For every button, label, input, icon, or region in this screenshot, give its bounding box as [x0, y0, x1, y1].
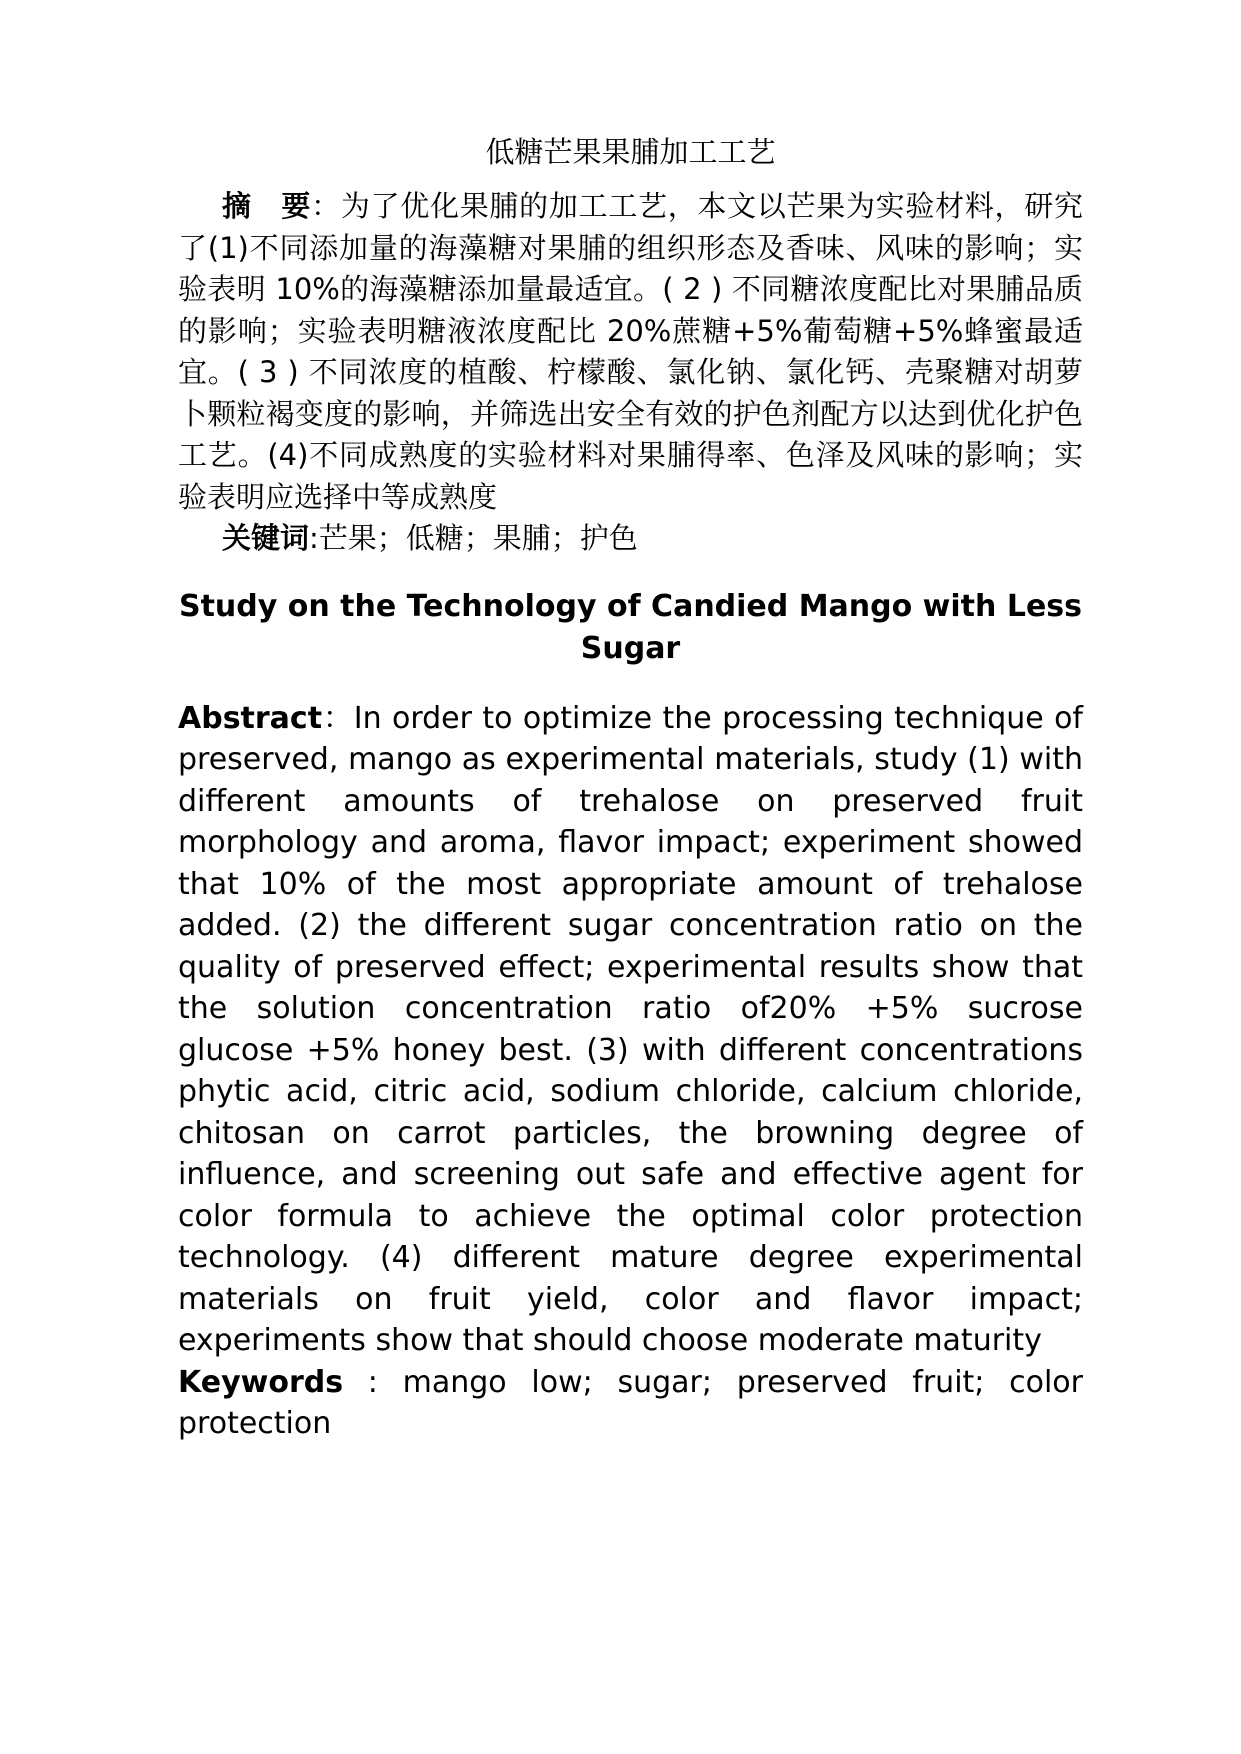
- chinese-title: 低糖芒果果脯加工工艺: [485, 135, 776, 169]
- chinese-keywords-label: 关键词: [222, 521, 310, 555]
- english-abstract-text: ：In order to optimize the processing technique of preserved, mango as experimental materials, study (1) with different amounts of trehalose on preserved fruit morphology and aroma, flavor impact; experiment showed that 10% of the most appropriate amount of trehalose added. (2) the different sugar concentration ratio on the quality of preserved effect; experimental results show that the solution concentration ratio of20% +5% sucrose glucose +5% honey best. (3) with different concentrations phytic acid, citric acid, sodium chloride, calcium chloride, chitosan on carrot particles, the browning degree of influence, and screening out safe and effective agent for color formula to achieve the optimal color protection technology. (4) different mature degree experimental materials on fruit yield, color and flavor impact; experiments show that should choose moderate maturity: [178, 700, 1083, 1358]
- english-abstract: [178, 698, 1083, 1362]
- chinese-abstract-separator: ：: [311, 189, 341, 223]
- chinese-abstract-text: 为了优化果脯的加工工艺，本文以芒果为实验材料，研究了(1)不同添加量的海藻糖对果脯的组织形态及香味、风味的影响；实验表明 10%的海藻糖添加量最适宜。( 2 ) 不同糖浓度配比对果脯品质的影响；实验表明糖液浓度配比 20%蔗糖+5%葡萄糖+5%蜂蜜最适宜。( 3 ) 不同浓度的植酸、柠檬酸、氯化钠、氯化钙、壳聚糖对胡萝卜颗粒褐变度的影响，并筛选出安全有效的护色剂配方以达到优化护色工艺。(4)不同成熟度的实验材料对果脯得率、色泽及风味的影响；实验表明应选择中等成熟度: [178, 189, 1083, 514]
- english-abstract-label: Abstract: [178, 700, 323, 736]
- chinese-keywords-text: :芒果；低糖；果脯；护色: [309, 521, 638, 555]
- english-keywords-text: : mango low; sugar; preserved fruit; color protection: [178, 1364, 1083, 1441]
- english-keywords-label: Keywords: [178, 1364, 344, 1400]
- paper-page: [178, 130, 1083, 1445]
- english-keywords: [178, 1362, 1083, 1445]
- chinese-keywords: [178, 518, 1083, 560]
- chinese-abstract-label: 摘 要: [222, 189, 312, 223]
- english-title: Study on the Technology of Candied Mango with Less Sugar: [178, 588, 1083, 666]
- chinese-abstract: [178, 186, 1083, 518]
